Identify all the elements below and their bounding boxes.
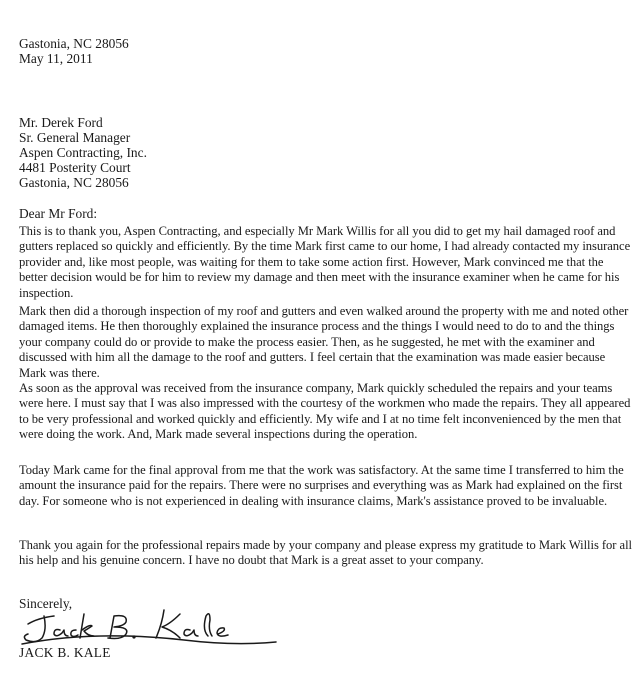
closing: Sincerely, xyxy=(19,596,73,611)
recipient-name: Mr. Derek Ford xyxy=(19,115,103,130)
letter-date: May 11, 2011 xyxy=(19,51,93,66)
body-paragraph-3: As soon as the approval was received from the insurance company, Mark quickly scheduled the repairs and your teams were here. I must say that I was also impressed with the courtesy of the workmen who made the repairs. They all appeared to be very professional and worked quickly and efficiently. My wife and I at no time felt inconvenienced by the men that were doing the work. And, Mark made several inspections during the operation. xyxy=(19,381,631,442)
body-paragraph-1: This is to thank you, Aspen Contracting, and especially Mr Mark Willis for all you did to get my hail damaged roof and gutters replaced so quickly and efficiently. By the time Mark first came to our home, I had already contacted my insurance provider and, like most people, was waiting for them to take some action first. However, Mark convinced me that the better decision would be for him to review my damage and then meet with the insurance examiner when he came for his inspection. xyxy=(19,224,631,300)
salutation: Dear Mr Ford: xyxy=(19,206,98,221)
recipient-title: Sr. General Manager xyxy=(19,130,131,145)
signer-name: JACK B. KALE xyxy=(19,645,111,660)
handwritten-signature xyxy=(14,600,284,650)
body-paragraph-4: Today Mark came for the final approval from me that the work was satisfactory. At the same time I transferred to him the amount the insurance paid for the repairs. There were no surprises and everything was as Mark had explained on the first day. For someone who is not experienced in dealing with insurance claims, Mark's assistance proved to be invaluable. xyxy=(19,463,624,508)
recipient-street: 4481 Posterity Court xyxy=(19,160,131,175)
recipient-city-line: Gastonia, NC 28056 xyxy=(19,175,129,190)
body-paragraph-2: Mark then did a thorough inspection of my roof and gutters and even walked around the property with me and noted other damaged items. He then thoroughly explained the insurance process and the things I would need to do to and the things your company could do or provide to make the process easier. Then, as he suggested, he met with the examiner and discussed with him all the damage to the roof and gutters. I feel certain that the examination was made easier because Mark was there. xyxy=(19,304,629,380)
sender-city-line: Gastonia, NC 28056 xyxy=(19,36,129,51)
recipient-company: Aspen Contracting, Inc. xyxy=(19,145,147,160)
body-paragraph-5: Thank you again for the professional repairs made by your company and please express my gratitude to Mark Willis for all his help and his genuine concern. I have no doubt that Mark is a great asset to your company. xyxy=(19,538,632,568)
